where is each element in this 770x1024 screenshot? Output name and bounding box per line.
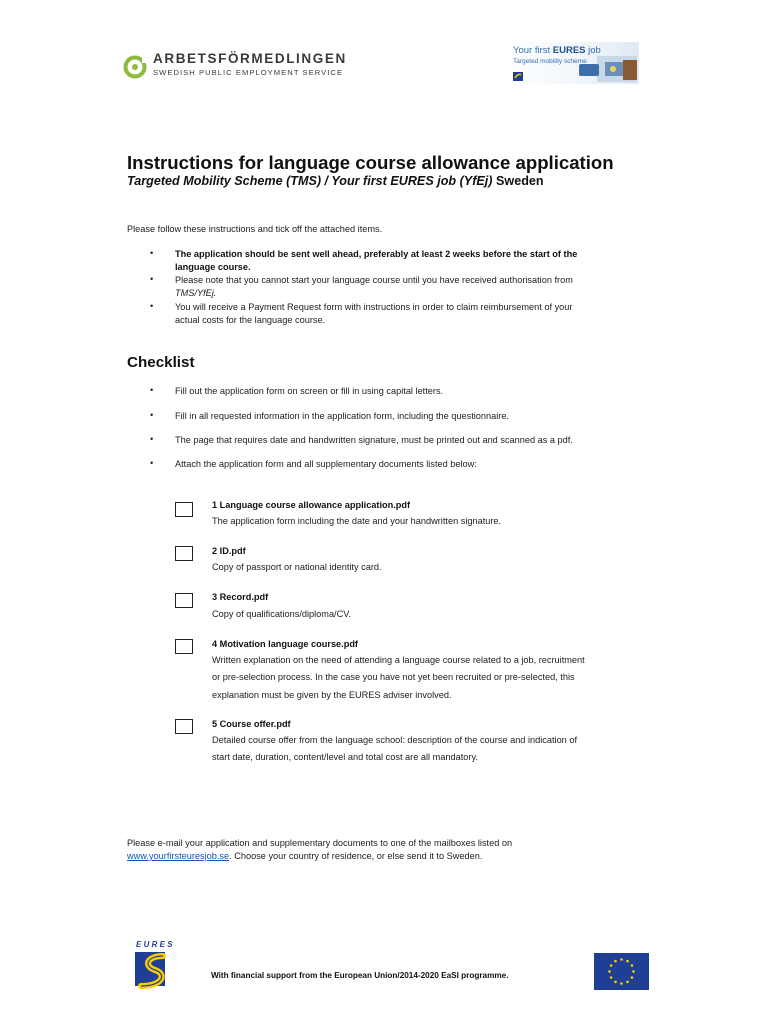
checklist-step: Fill out the application form on screen or fill in using capital letters. [175,386,444,396]
checklist-step: Attach the application form and all supplementary documents listed below: [175,459,477,469]
document-4-description: Written explanation on the need of attending a language course related to a job, recruitment or pre-selection process. In the case you have not yet been recruited or pre-selected, this explanation must be given by the EURES adviser involved. [212,655,585,700]
note-bullet: • [150,301,154,311]
page-subtitle: Targeted Mobility Scheme (TMS) / Your first EURES job (YfEj) Sweden [127,174,544,188]
funding-statement: With financial support from the European Union/2014-2020 EaSI programme. [211,971,509,980]
note-bullet: • [150,248,154,258]
document-3-description: Copy of qualifications/diploma/CV. [212,609,352,619]
arbetsformedlingen-logo [120,50,347,82]
mailing-line-1: Please e-mail your application and supplementary documents to one of the mailboxes listed on [127,838,513,848]
eures-wordmark: EURES [136,940,175,949]
yfej-subtitle: Targeted mobility scheme [513,58,587,65]
document-2-checkbox[interactable] [175,546,193,561]
step-bullet: • [150,410,154,420]
document-3-title: 3 Record.pdf [212,592,269,602]
document-1-description: The application form including the date and your handwritten signature. [212,516,502,526]
org-name: ARBETSFÖRMEDLINGEN [153,51,347,66]
note-3-line-1: You will receive a Payment Request form with instructions in order to claim reimbursement of your [175,302,573,312]
intro-text: Please follow these instructions and tick off the attached items. [127,224,383,234]
page-title: Instructions for language course allowance application [127,152,614,173]
document-1-checkbox[interactable] [175,502,193,517]
eu-flag-icon [594,953,649,990]
checklist-step: Fill in all requested information in the application form, including the questionnaire. [175,411,510,421]
note-2-line-1: Please note that you cannot start your language course until you have received authorisation from [175,275,573,285]
document-4-title: 4 Motivation language course.pdf [212,639,358,649]
checklist-heading: Checklist [127,354,195,371]
document-5-checkbox[interactable] [175,719,193,734]
eures-emblem-icon [133,950,179,990]
step-bullet: • [150,385,154,395]
mailing-line-2: www.yourfirsteuresjob.se. Choose your country of residence, or else send it to Sweden. [127,851,483,861]
document-2-title: 2 ID.pdf [212,546,246,556]
step-bullet: • [150,458,154,468]
arbetsformedlingen-mark-icon [122,54,148,80]
org-subtitle: SWEDISH PUBLIC EMPLOYMENT SERVICE [153,68,344,77]
document-5-description: Detailed course offer from the language school: description of the course and indication of start date, duration, content/level and total cost are all mandatory. [212,735,578,763]
yfej-title: Your first EURES job [513,45,601,56]
yourfirsteuresjob-link[interactable]: www.yourfirsteuresjob.se [127,851,230,861]
note-2-line-2: TMS/YfEj. [175,288,217,298]
document-1-title: 1 Language course allowance application.pdf [212,500,411,510]
note-bullet: • [150,274,154,284]
document-5-title: 5 Course offer.pdf [212,719,291,729]
eures-logo [133,940,179,990]
note-1-line-2: language course. [175,262,251,272]
note-1-line-1: The application should be sent well ahead, preferably at least 2 weeks before the start of the [175,249,578,259]
document-4-checkbox[interactable] [175,639,193,654]
document-3-checkbox[interactable] [175,593,193,608]
note-3-line-2: actual costs for the language course. [175,315,326,325]
yfej-logo [509,42,639,84]
document-2-description: Copy of passport or national identity card. [212,562,382,572]
step-bullet: • [150,434,154,444]
checklist-step: The page that requires date and handwritten signature, must be printed out and scanned as a pdf. [175,435,573,445]
